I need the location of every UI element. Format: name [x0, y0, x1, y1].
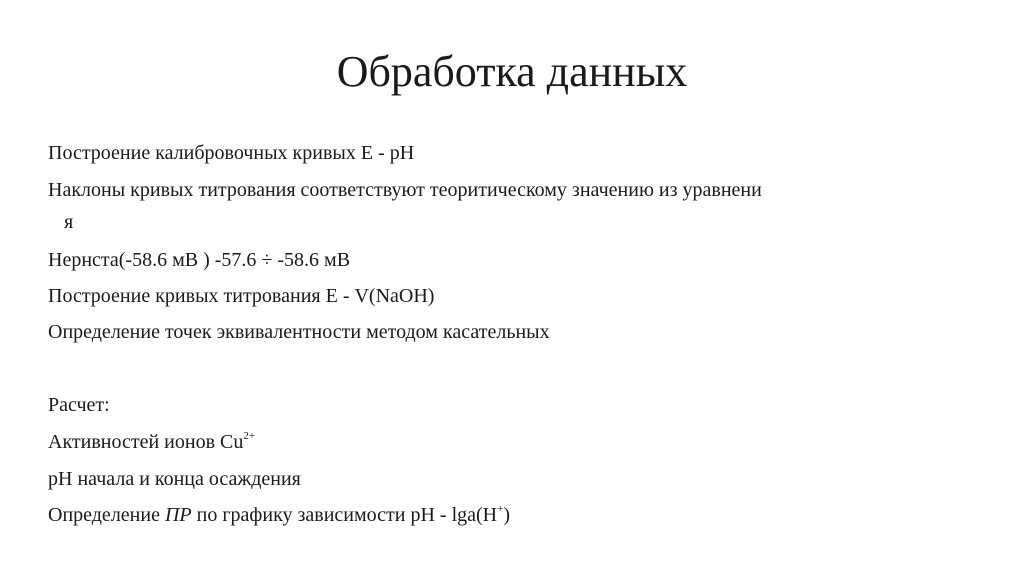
body-line-calculation-heading: Расчет:	[48, 394, 110, 416]
body-line-calibration: Построение калибровочных кривых Е - pH	[48, 142, 415, 164]
body-line-slopes: Наклоны кривых титрования соответствуют теоритическому значению из уравнени	[48, 179, 762, 201]
body-line-nernst: Нернста(-58.6 мВ ) -57.6 ÷ -58.6 мВ	[48, 249, 351, 271]
body-line-equivalence-points: Определение точек эквивалентности методом касательных	[48, 321, 550, 343]
proton-superscript: +	[497, 503, 504, 515]
body-line-activities	[48, 429, 255, 455]
closing-paren: )	[503, 504, 511, 526]
solubility-suffix: по графику зависимости pH - lga(H	[191, 504, 498, 526]
solubility-prefix: Определение	[48, 504, 165, 526]
slide-title: Обработка данных	[336, 47, 688, 96]
charge-superscript: 2+	[243, 430, 256, 442]
body-line-precipitation-ph: pH начала и конца осаждения	[48, 468, 301, 490]
solubility-product-symbol: ПР	[164, 504, 192, 526]
activities-text: Активностей ионов Cu	[48, 431, 244, 453]
body-line-slopes-wrap: я	[64, 211, 74, 233]
body-line-solubility-product	[48, 502, 510, 528]
body-line-titration-curves: Построение кривых титрования Е - V(NaOH)	[48, 285, 435, 307]
